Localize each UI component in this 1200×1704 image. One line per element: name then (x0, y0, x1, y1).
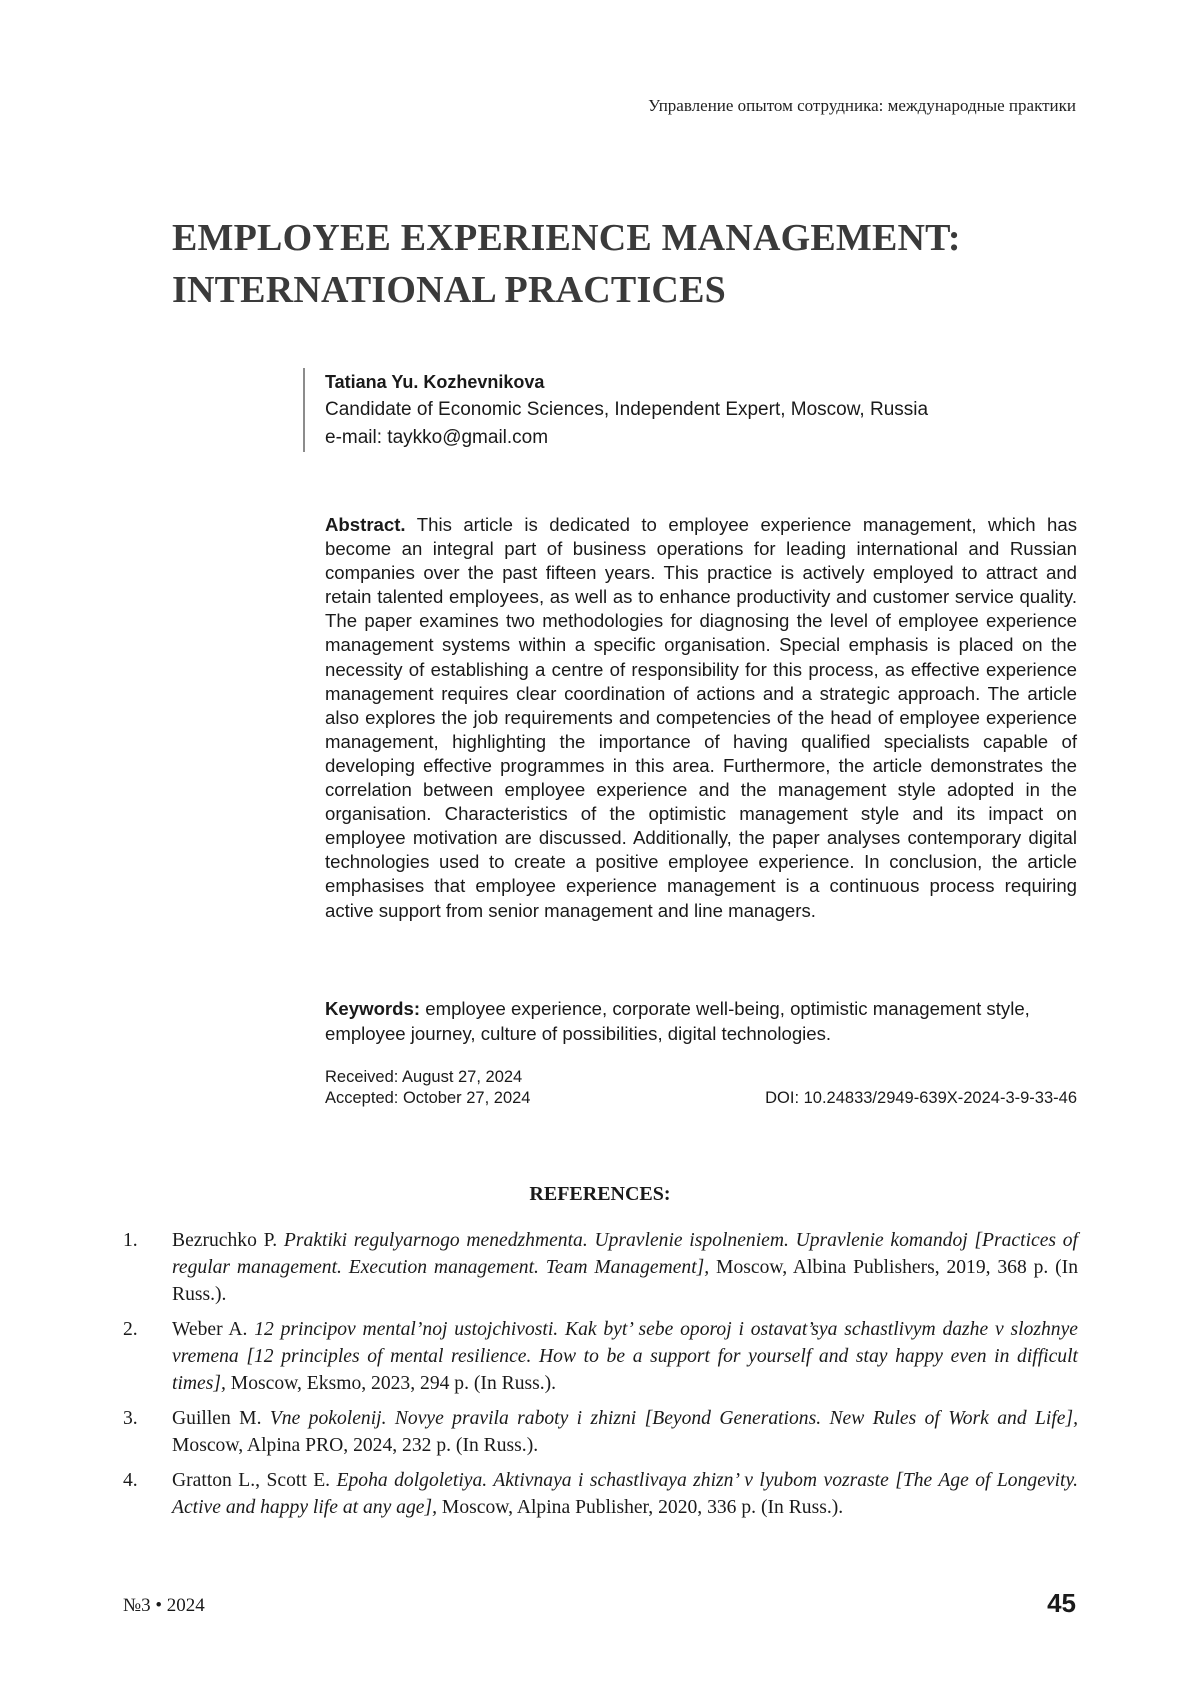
doi: DOI: 10.24833/2949-639X-2024-3-9-33-46 (765, 1089, 1077, 1107)
references-heading: REFERENCES: (529, 1183, 671, 1205)
author-email: e-mail: taykko@gmail.com (325, 427, 549, 448)
reference-number: 1. (123, 1230, 138, 1251)
footer-issue: №3 • 2024 (123, 1595, 205, 1616)
reference-author: Weber A. (172, 1319, 248, 1340)
article-dates (325, 1067, 1077, 1109)
reference-author: Guillen M. (172, 1408, 262, 1429)
article-title-line-1: EMPLOYEE EXPERIENCE MANAGEMENT: (172, 217, 961, 259)
reference-text (172, 1316, 1078, 1397)
author-block (303, 368, 1025, 452)
article-title-line-2: INTERNATIONAL PRACTICES (172, 269, 726, 311)
reference-item (123, 1405, 1078, 1459)
reference-publisher: Moscow, Albina Publishers, 2019, 368 p. (In Russ.). (172, 1257, 1078, 1305)
reference-text (172, 1405, 1078, 1459)
reference-publisher: Moscow, Alpina Publisher, 2020, 336 p. (In Russ.). (441, 1497, 844, 1518)
references-list (123, 1227, 1078, 1529)
reference-title: Vne pokolenij. Novye pravila raboty i zhizni [Beyond Generations. New Rules of Work and Life], (269, 1408, 1078, 1429)
reference-item (123, 1227, 1078, 1308)
accepted-date: Accepted: October 27, 2024 (325, 1089, 531, 1107)
keywords-text: employee experience, corporate well-being, optimistic management style, employee journey, culture of possibilities, digital technologies. (325, 998, 1030, 1044)
abstract (325, 513, 1077, 923)
reference-item (123, 1316, 1078, 1397)
reference-item (123, 1467, 1078, 1521)
received-date: Received: August 27, 2024 (325, 1068, 523, 1086)
keywords (325, 997, 1077, 1046)
abstract-label: Abstract. (325, 514, 406, 535)
reference-title: 12 principov mental’noj ustojchivosti. Kak byt’ sebe oporoj i ostavat’sya schastlivym dazhe v slozhnye vremena [12 principles of mental resilience. How to be a support for yourself and stay happy even in difficult times], (172, 1319, 1078, 1394)
reference-author: Gratton L., Scott E. (172, 1470, 331, 1491)
reference-publisher: Moscow, Alpina PRO, 2024, 232 p. (In Russ.). (172, 1435, 539, 1456)
reference-number: 4. (123, 1470, 138, 1491)
reference-text (172, 1467, 1078, 1521)
abstract-text: This article is dedicated to employee experience management, which has become an integral part of business operations for leading international and Russian companies over the past fifteen years. This practice is actively employed to attract and retain talented employees, as well as to enhance productivity and customer service quality. The paper examines two methodologies for diagnosing the level of employee experience management systems within a specific organisation. Special emphasis is placed on the necessity of establishing a centre of responsibility for this process, as effective experience management requires clear coordination of actions and a strategic approach. The article also explores the job requirements and competencies of the head of employee experience management, highlighting the importance of having qualified specialists capable of developing effective programmes in this area. Furthermore, the article demonstrates the correlation between employee experience and the management style adopted in the organisation. Characteristics of the optimistic management style and its impact on employee motivation are discussed. Additionally, the paper analyses contemporary digital technologies used to create a positive employee experience. In conclusion, the article emphasises that employee experience management is a continuous process requiring active support from senior management and line managers. (325, 514, 1077, 921)
reference-number: 3. (123, 1408, 138, 1429)
author-name: Tatiana Yu. Kozhevnikova (325, 372, 545, 392)
reference-title: Praktiki regulyarnogo menedzhmenta. Upravlenie ispolneniem. Upravlenie komandoj [Practices of regular management. Execution management. Team Management], (172, 1230, 1078, 1278)
reference-text (172, 1227, 1078, 1308)
reference-publisher: Moscow, Eksmo, 2023, 294 p. (In Russ.). (230, 1373, 557, 1394)
article-title (172, 212, 1072, 316)
reference-author: Bezruchko P. (172, 1230, 278, 1251)
reference-number: 2. (123, 1319, 138, 1340)
keywords-label: Keywords: (325, 998, 421, 1019)
page-number: 45 (1047, 1588, 1076, 1618)
running-header: Управление опытом сотрудника: международные практики (648, 96, 1076, 115)
reference-title: Epoha dolgoletiya. Aktivnaya i schastlivaya zhizn’ v lyubom vozraste [The Age of Longevity. Active and happy life at any age], (172, 1470, 1078, 1518)
author-affiliation: Candidate of Economic Sciences, Independent Expert, Moscow, Russia (325, 399, 929, 420)
